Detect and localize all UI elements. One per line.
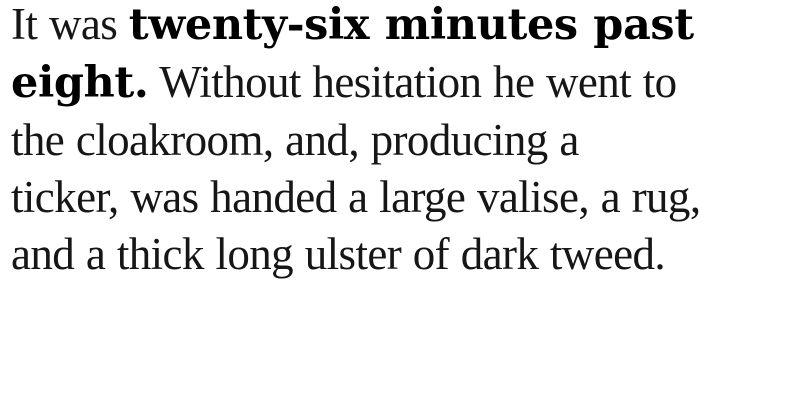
line-2-bold-text: eight. (11, 58, 149, 108)
text-line-2 (11, 54, 796, 112)
text-line-4: ticker, was handed a large valise, a rug, (11, 172, 701, 222)
line-1-regular-text: It was (11, 0, 129, 49)
line-1-bold-text: twenty-six minutes past (128, 0, 694, 50)
text-line-1 (11, 0, 796, 54)
text-line-5: and a thick long ulster of dark tweed. (11, 229, 665, 279)
text-line-3: the cloakroom, and, producing a (11, 115, 579, 165)
line-2-regular-text: Without hesitation he went to (148, 57, 677, 107)
text-passage (11, 0, 796, 283)
